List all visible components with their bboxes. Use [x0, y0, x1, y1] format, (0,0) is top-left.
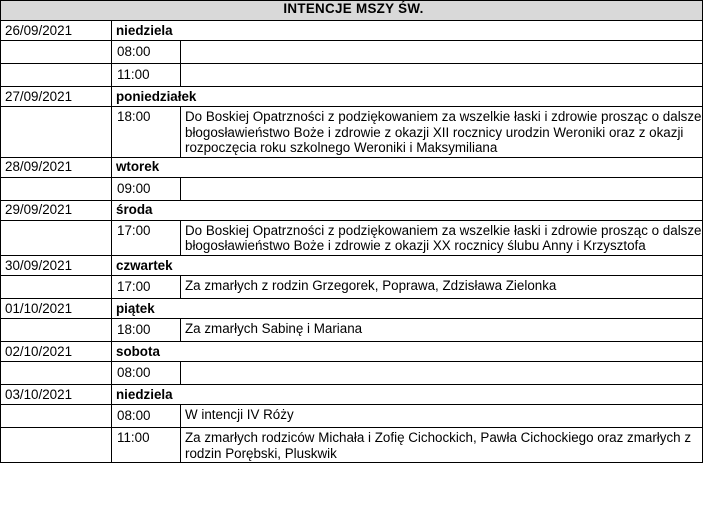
- mass-intention: [181, 41, 703, 64]
- mass-intention: [181, 177, 703, 200]
- day-header-row: [1, 200, 703, 220]
- day-date: 02/10/2021: [1, 341, 112, 361]
- mass-intention: [181, 64, 703, 87]
- day-weekday: wtorek: [112, 157, 703, 177]
- mass-time: 11:00: [112, 427, 181, 462]
- mass-date-blank: [1, 404, 112, 427]
- day-weekday: niedziela: [112, 21, 703, 41]
- day-date: 28/09/2021: [1, 157, 112, 177]
- day-date: 01/10/2021: [1, 298, 112, 318]
- mass-intention: Za zmarłych z rodzin Grzegorek, Poprawa, Zdzisława Zielonka: [181, 275, 703, 298]
- mass-intention: W intencji IV Róży: [181, 404, 703, 427]
- day-header-row: [1, 255, 703, 275]
- day-header-row: [1, 384, 703, 404]
- day-header-row: [1, 298, 703, 318]
- day-header-row: [1, 87, 703, 107]
- day-weekday: czwartek: [112, 255, 703, 275]
- day-header-row: [1, 157, 703, 177]
- table-title: INTENCJE MSZY ŚW.: [1, 1, 703, 21]
- day-weekday: niedziela: [112, 384, 703, 404]
- day-weekday: środa: [112, 200, 703, 220]
- mass-intention: Do Boskiej Opatrzności z podziękowaniem za wszelkie łaski i zdrowie prosząc o dalsze błogosławieństwo Boże i zdrowie z okazji XII rocznicy urodzin Weroniki oraz z okazji rozpoczęcia roku szkolnego Weroniki i Maksymiliana: [181, 107, 703, 158]
- mass-time: 17:00: [112, 220, 181, 255]
- mass-row: [1, 404, 703, 427]
- mass-time: 08:00: [112, 404, 181, 427]
- mass-intention: Za zmarłych Sabinę i Mariana: [181, 318, 703, 341]
- mass-row: [1, 177, 703, 200]
- day-date: 30/09/2021: [1, 255, 112, 275]
- mass-date-blank: [1, 41, 112, 64]
- mass-date-blank: [1, 427, 112, 462]
- day-date: 27/09/2021: [1, 87, 112, 107]
- mass-row: [1, 318, 703, 341]
- mass-intentions-body: [1, 1, 703, 463]
- mass-row: [1, 275, 703, 298]
- mass-time: 08:00: [112, 41, 181, 64]
- mass-intention: [181, 361, 703, 384]
- mass-date-blank: [1, 318, 112, 341]
- mass-row: [1, 64, 703, 87]
- mass-time: 18:00: [112, 318, 181, 341]
- mass-time: 11:00: [112, 64, 181, 87]
- mass-row: [1, 361, 703, 384]
- mass-date-blank: [1, 107, 112, 158]
- day-weekday: sobota: [112, 341, 703, 361]
- mass-date-blank: [1, 177, 112, 200]
- mass-intention: Do Boskiej Opatrzności z podziękowaniem za wszelkie łaski i zdrowie prosząc o dalsze błogosławieństwo Boże i zdrowie z okazji XX rocznicy ślubu Anny i Krzysztofa: [181, 220, 703, 255]
- mass-time: 18:00: [112, 107, 181, 158]
- mass-date-blank: [1, 220, 112, 255]
- mass-time: 08:00: [112, 361, 181, 384]
- mass-date-blank: [1, 361, 112, 384]
- mass-row: [1, 107, 703, 158]
- mass-row: [1, 427, 703, 462]
- mass-intention: Za zmarłych rodziców Michała i Zofię Cichockich, Pawła Cichockiego oraz zmarłych z rodzin Porębski, Pluskwik: [181, 427, 703, 462]
- mass-row: [1, 41, 703, 64]
- mass-time: 09:00: [112, 177, 181, 200]
- day-date: 26/09/2021: [1, 21, 112, 41]
- title-row: [1, 1, 703, 21]
- day-header-row: [1, 341, 703, 361]
- mass-date-blank: [1, 275, 112, 298]
- mass-time: 17:00: [112, 275, 181, 298]
- mass-row: [1, 220, 703, 255]
- mass-date-blank: [1, 64, 112, 87]
- day-date: 03/10/2021: [1, 384, 112, 404]
- day-date: 29/09/2021: [1, 200, 112, 220]
- day-weekday: poniedziałek: [112, 87, 703, 107]
- day-weekday: piątek: [112, 298, 703, 318]
- day-header-row: [1, 21, 703, 41]
